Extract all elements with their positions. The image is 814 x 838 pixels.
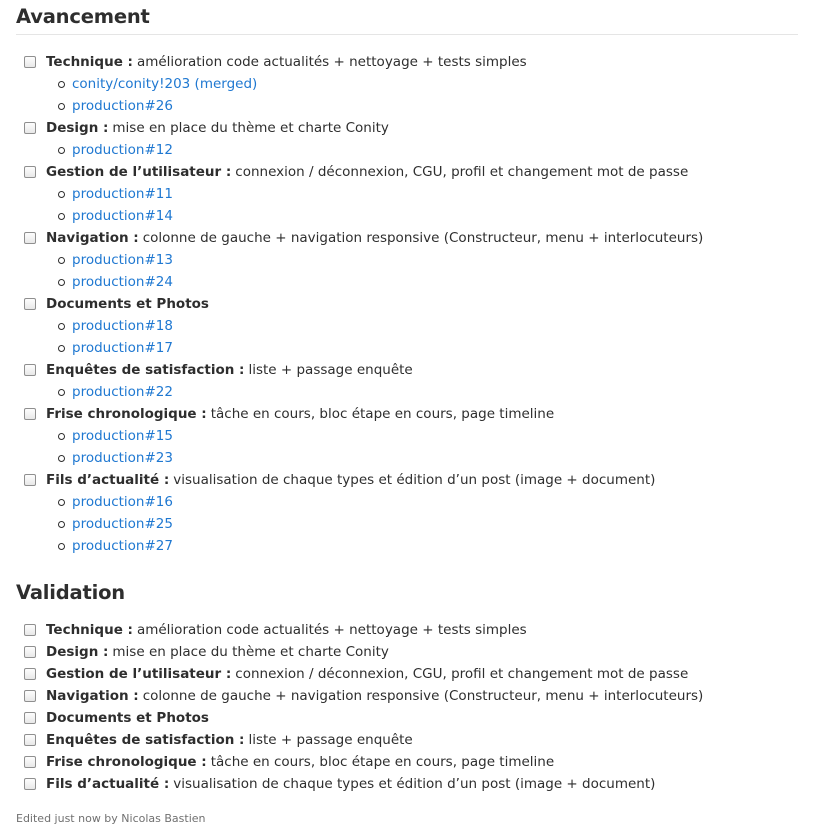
task-description: mise en place du thème et charte Conity <box>112 120 389 136</box>
task-link-item <box>72 139 814 161</box>
task-title: Enquêtes de satisfaction : <box>46 732 245 748</box>
task-item <box>16 619 814 641</box>
task-item <box>16 663 814 685</box>
task-title: Documents et Photos <box>46 296 209 312</box>
task-title: Documents et Photos <box>46 710 209 726</box>
task-line <box>16 663 814 685</box>
task-checkbox[interactable] <box>24 122 36 134</box>
task-checkbox[interactable] <box>24 408 36 420</box>
task-link-list <box>16 139 814 161</box>
task-link-item <box>72 183 814 205</box>
task-line <box>16 403 814 425</box>
task-link-item <box>72 337 814 359</box>
task-link-list <box>16 249 814 293</box>
task-line <box>16 751 814 773</box>
task-link-list <box>16 183 814 227</box>
task-title: Enquêtes de satisfaction : <box>46 362 245 378</box>
issue-reference-link[interactable]: production#23 <box>72 450 173 466</box>
task-item <box>16 51 814 117</box>
task-link-item <box>72 205 814 227</box>
task-description: visualisation de chaque types et édition d’un post (image + document) <box>173 776 656 792</box>
issue-reference-link[interactable]: production#22 <box>72 384 173 400</box>
task-checkbox[interactable] <box>24 364 36 376</box>
task-item <box>16 751 814 773</box>
task-link-item <box>72 491 814 513</box>
task-title: Frise chronologique : <box>46 754 207 770</box>
issue-reference-link[interactable]: production#27 <box>72 538 173 554</box>
task-description: amélioration code actualités + nettoyage + tests simples <box>136 54 527 70</box>
task-line <box>16 469 814 491</box>
task-link-item <box>72 513 814 535</box>
task-item <box>16 359 814 403</box>
task-title: Fils d’actualité : <box>46 472 170 488</box>
issue-reference-link[interactable]: production#14 <box>72 208 173 224</box>
task-title: Technique : <box>46 622 133 638</box>
task-checkbox[interactable] <box>24 646 36 658</box>
avancement-task-list <box>16 51 814 557</box>
task-description: amélioration code actualités + nettoyage + tests simples <box>136 622 527 638</box>
task-link-item <box>72 447 814 469</box>
task-item <box>16 685 814 707</box>
issue-reference-link[interactable]: production#15 <box>72 428 173 444</box>
task-link-list <box>16 425 814 469</box>
task-item <box>16 729 814 751</box>
edited-note: Edited just now by Nicolas Bastien <box>16 812 206 825</box>
task-link-item <box>72 249 814 271</box>
task-link-item <box>72 73 814 95</box>
validation-heading: Validation <box>16 581 125 604</box>
task-title: Frise chronologique : <box>46 406 207 422</box>
issue-reference-link[interactable]: production#13 <box>72 252 173 268</box>
task-item <box>16 227 814 293</box>
task-item <box>16 707 814 729</box>
avancement-heading: Avancement <box>16 0 798 35</box>
task-line <box>16 729 814 751</box>
task-checkbox[interactable] <box>24 56 36 68</box>
task-link-list <box>16 491 814 557</box>
validation-section <box>16 581 814 795</box>
task-checkbox[interactable] <box>24 690 36 702</box>
task-description: tâche en cours, bloc étape en cours, page timeline <box>210 406 555 422</box>
task-line <box>16 161 814 183</box>
task-line <box>16 685 814 707</box>
task-link-item <box>72 271 814 293</box>
task-description: connexion / déconnexion, CGU, profil et changement mot de passe <box>235 164 689 180</box>
issue-reference-link[interactable]: production#17 <box>72 340 173 356</box>
task-checkbox[interactable] <box>24 232 36 244</box>
task-link-item <box>72 425 814 447</box>
task-title: Technique : <box>46 54 133 70</box>
task-description: liste + passage enquête <box>248 732 413 748</box>
task-line <box>16 619 814 641</box>
task-link-list <box>16 73 814 117</box>
task-item <box>16 469 814 557</box>
task-description: tâche en cours, bloc étape en cours, page timeline <box>210 754 555 770</box>
task-description: colonne de gauche + navigation responsive (Constructeur, menu + interlocuteurs) <box>142 230 704 246</box>
task-line <box>16 293 814 315</box>
task-checkbox[interactable] <box>24 474 36 486</box>
issue-reference-link[interactable]: production#24 <box>72 274 173 290</box>
task-checkbox[interactable] <box>24 166 36 178</box>
task-description: visualisation de chaque types et édition d’un post (image + document) <box>173 472 656 488</box>
task-item <box>16 773 814 795</box>
task-description: mise en place du thème et charte Conity <box>112 644 389 660</box>
task-checkbox[interactable] <box>24 668 36 680</box>
task-link-item <box>72 381 814 403</box>
task-link-item <box>72 95 814 117</box>
task-item <box>16 641 814 663</box>
issue-reference-link[interactable]: production#18 <box>72 318 173 334</box>
issue-reference-link[interactable]: production#11 <box>72 186 173 202</box>
task-item <box>16 293 814 359</box>
task-checkbox[interactable] <box>24 624 36 636</box>
task-description: connexion / déconnexion, CGU, profil et changement mot de passe <box>235 666 689 682</box>
task-item <box>16 403 814 469</box>
task-line <box>16 641 814 663</box>
task-link-item <box>72 315 814 337</box>
issue-reference-link[interactable]: production#25 <box>72 516 173 532</box>
task-title: Design : <box>46 120 109 136</box>
issue-reference-link[interactable]: production#12 <box>72 142 173 158</box>
task-checkbox[interactable] <box>24 298 36 310</box>
task-title: Gestion de l’utilisateur : <box>46 666 232 682</box>
task-link-list <box>16 381 814 403</box>
task-title: Fils d’actualité : <box>46 776 170 792</box>
task-title: Design : <box>46 644 109 660</box>
task-link-list <box>16 315 814 359</box>
task-item <box>16 161 814 227</box>
task-title: Navigation : <box>46 688 139 704</box>
task-line <box>16 359 814 381</box>
task-checkbox[interactable] <box>24 778 36 790</box>
validation-task-list <box>16 619 814 795</box>
task-line <box>16 227 814 249</box>
issue-reference-link[interactable]: production#26 <box>72 98 173 114</box>
task-description: colonne de gauche + navigation responsive (Constructeur, menu + interlocuteurs) <box>142 688 704 704</box>
avancement-section <box>16 0 814 557</box>
task-line <box>16 51 814 73</box>
task-title: Navigation : <box>46 230 139 246</box>
task-checkbox[interactable] <box>24 756 36 768</box>
task-checkbox[interactable] <box>24 712 36 724</box>
task-line <box>16 773 814 795</box>
task-line <box>16 707 814 729</box>
task-description: liste + passage enquête <box>248 362 413 378</box>
issue-reference-link[interactable]: conity/conity!203 (merged) <box>72 76 258 92</box>
task-checkbox[interactable] <box>24 734 36 746</box>
task-item <box>16 117 814 161</box>
task-line <box>16 117 814 139</box>
task-title: Gestion de l’utilisateur : <box>46 164 232 180</box>
issue-reference-link[interactable]: production#16 <box>72 494 173 510</box>
task-link-item <box>72 535 814 557</box>
